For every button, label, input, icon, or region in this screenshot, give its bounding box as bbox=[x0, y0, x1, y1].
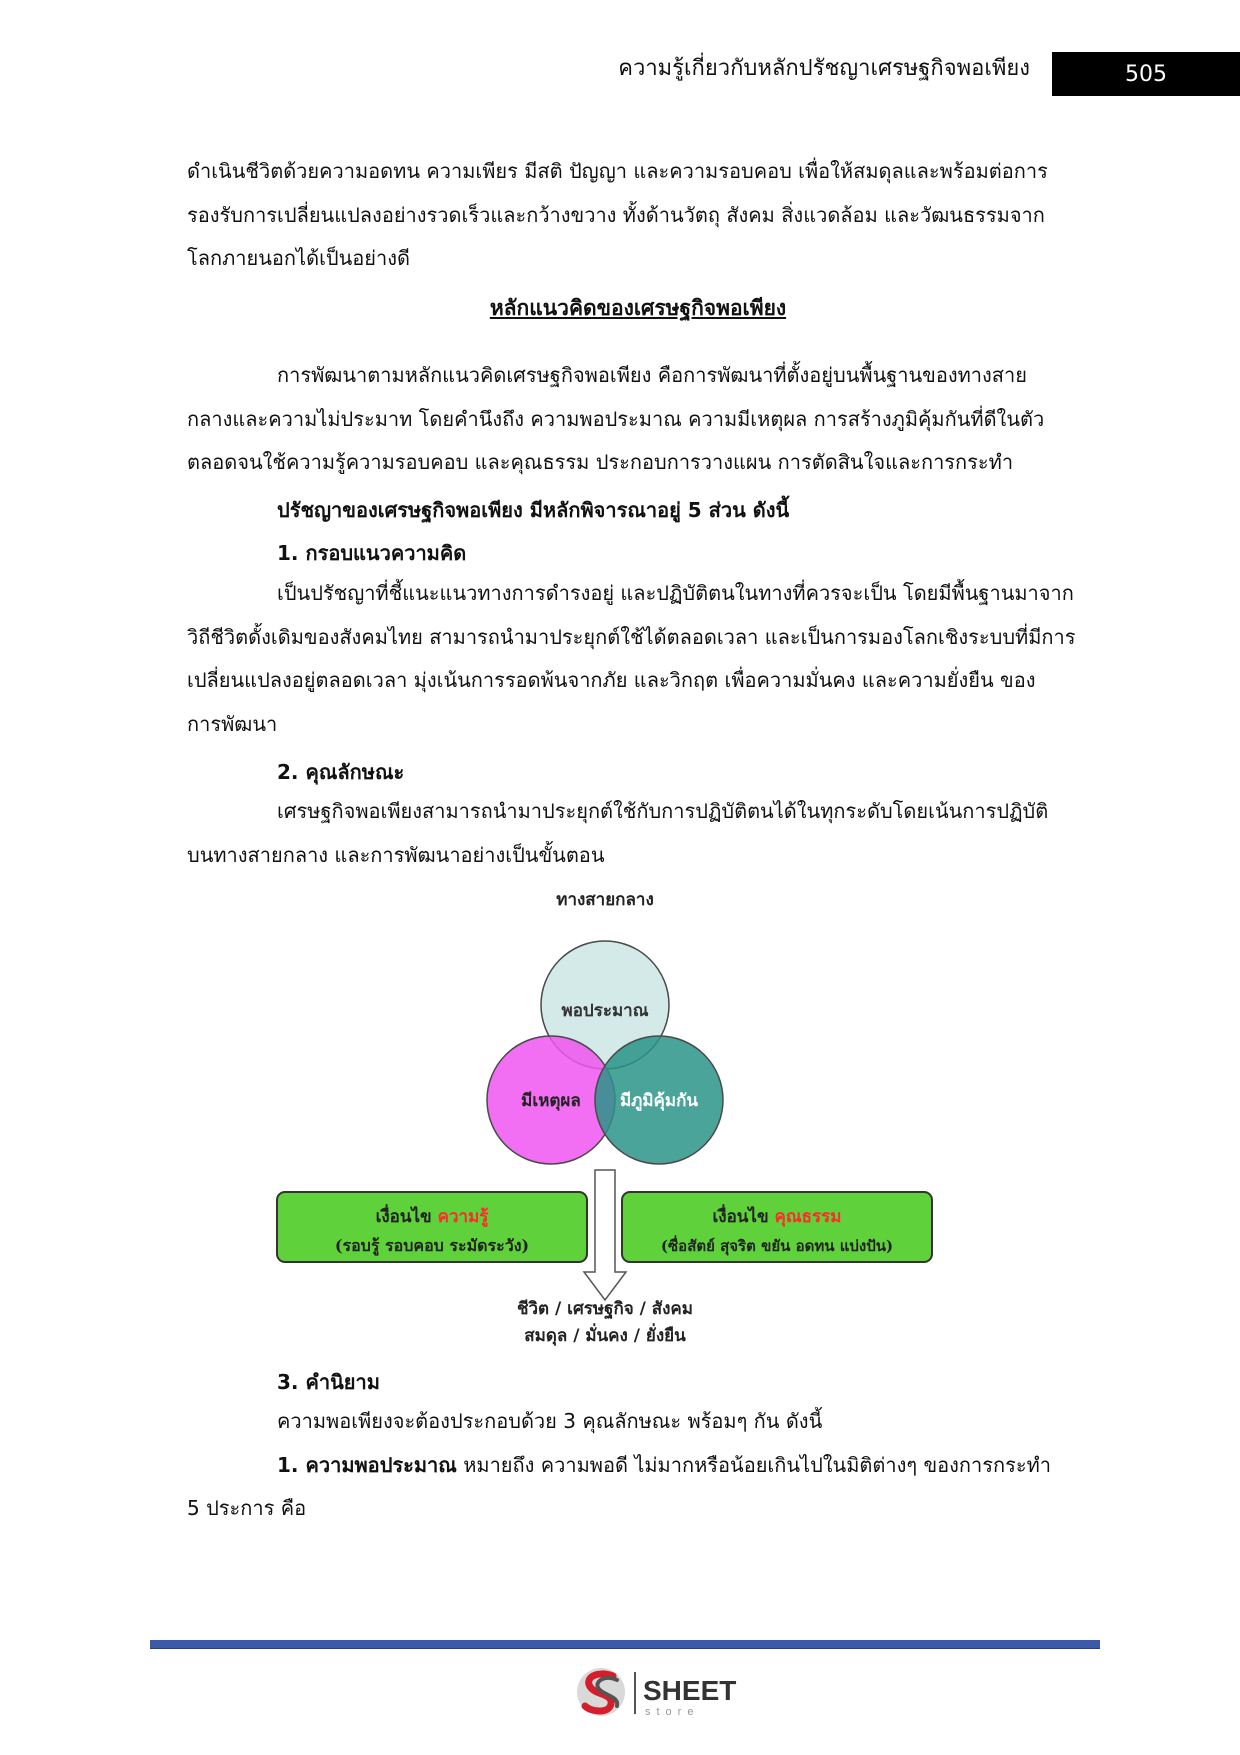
knowledge-condition-title bbox=[376, 1204, 490, 1228]
definition-item-1-term: 1. ความพอประมาณ bbox=[277, 1452, 457, 1477]
definition-item-1-text: หมายถึง ความพอดี ไม่มากหรือน้อยเกินไปในมิติต่างๆ ของการกระทำ bbox=[456, 1452, 1052, 1477]
knowledge-highlight: ความรู้ bbox=[437, 1207, 489, 1227]
reasonableness-label: มีเหตุผล bbox=[521, 1091, 581, 1111]
morality-condition-title bbox=[712, 1204, 841, 1227]
section1-paragraph bbox=[187, 572, 1089, 746]
text-line: เศรษฐกิจพอเพียงสามารถนำมาประยุกต์ใช้กับการปฏิบัติตนได้ในทุกระดับโดยเน้นการปฏิบัติ bbox=[277, 799, 1049, 823]
sheet-store-logo bbox=[573, 1662, 743, 1726]
middle-path-label: ทางสายกลาง bbox=[556, 890, 654, 910]
logo-brand-subtext: store bbox=[645, 1706, 700, 1718]
outcome-line-2: สมดุล / มั่นคง / ยั่งยืน bbox=[524, 1326, 686, 1346]
text-line: บนทางสายกลาง และการพัฒนาอย่างเป็นขั้นตอน bbox=[187, 842, 605, 867]
text-line: เป็นปรัชญาที่ชี้แนะแนวทางการดำรงอยู่ และปฏิบัติตนในทางที่ควรจะเป็น โดยมีพื้นฐานมาจาก bbox=[277, 581, 1074, 605]
logo-brand-text: SHEET bbox=[643, 1675, 737, 1706]
section2-paragraph bbox=[187, 790, 1089, 877]
footer-divider bbox=[150, 1640, 1100, 1649]
section1-title: 1. กรอบแนวความคิด bbox=[277, 541, 467, 565]
moderation-label: พอประมาณ bbox=[561, 1001, 649, 1021]
section3-intro: ความพอเพียงจะต้องประกอบด้วย 3 คุณลักษณะ พร้อมๆ กัน ดังนี้ bbox=[277, 1409, 823, 1433]
text-line: โลกภายนอกได้เป็นอย่างดี bbox=[187, 246, 410, 270]
text-line: การพัฒนา bbox=[187, 711, 278, 736]
down-arrow-icon bbox=[584, 1170, 626, 1300]
text-line: วิถีชีวิตดั้งเดิมของสังคมไทย สามารถนำมาประยุกต์ใช้ได้ตลอดเวลา และเป็นการมองโลกเชิงระบบที่มีการ bbox=[187, 624, 1076, 649]
morality-highlight: คุณธรรม bbox=[774, 1207, 842, 1227]
morality-condition-detail: (ซื่อสัตย์ สุจริต ขยัน อดทน แบ่งปัน) bbox=[660, 1237, 894, 1255]
section2-title: 2. คุณลักษณะ bbox=[277, 760, 405, 784]
logo-svg bbox=[573, 1662, 743, 1722]
text-line: กลางและความไม่ประมาท โดยคำนึงถึง ความพอประมาณ ความมีเหตุผล การสร้างภูมิคุ้มกันที่ดีในตัว bbox=[187, 406, 1045, 431]
condition-prefix: เงื่อนไข bbox=[712, 1207, 775, 1227]
text-line: การพัฒนาตามหลักแนวคิดเศรษฐกิจพอเพียง คือการพัฒนาที่ตั้งอยู่บนพื้นฐานของทางสาย bbox=[277, 363, 1027, 387]
text-line: ตลอดจนใช้ความรู้ความรอบคอบ และคุณธรรม ประกอบการวางแผน การตัดสินใจและการกระทำ bbox=[187, 450, 1014, 474]
outcome-line-1: ชีวิต / เศรษฐกิจ / สังคม bbox=[516, 1299, 694, 1319]
page-number: 505 bbox=[1125, 61, 1167, 87]
sufficiency-economy-diagram bbox=[270, 880, 950, 1354]
knowledge-condition-detail: (รอบรู้ รอบคอบ ระมัดระวัง) bbox=[334, 1236, 530, 1255]
diagram-svg bbox=[270, 880, 950, 1350]
section3-paragraph bbox=[187, 1400, 1089, 1531]
concept-paragraph bbox=[187, 354, 1089, 485]
running-header-title: ความรู้เกี่ยวกับหลักปรัชญาเศรษฐกิจพอเพียง bbox=[618, 56, 1030, 81]
philosophy-heading: ปรัชญาของเศรษฐกิจพอเพียง มีหลักพิจารณาอยู่ 5 ส่วน ดังนี้ bbox=[277, 498, 790, 522]
condition-prefix: เงื่อนไข bbox=[375, 1207, 438, 1227]
text-line: 5 ประการ คือ bbox=[187, 1496, 307, 1520]
section-heading: หลักแนวคิดของเศรษฐกิจพอเพียง bbox=[489, 296, 787, 320]
section3-title: 3. คำนิยาม bbox=[277, 1370, 380, 1394]
text-line: เปลี่ยนแปลงอยู่ตลอดเวลา มุ่งเน้นการรอดพ้นจากภัย และวิกฤต เพื่อความมั่นคง และความยั่งยืน ของ bbox=[187, 668, 1036, 692]
immunity-label: มีภูมิคุ้มกัน bbox=[619, 1091, 699, 1111]
definition-item-1 bbox=[187, 1444, 1089, 1488]
text-line: รองรับการเปลี่ยนแปลงอย่างรวดเร็วและกว้างขวาง ทั้งด้านวัตถุ สังคม สิ่งแวดล้อม และวัฒนธรรมจาก bbox=[187, 202, 1045, 227]
intro-paragraph bbox=[187, 150, 1089, 281]
text-line: ดำเนินชีวิตด้วยความอดทน ความเพียร มีสติ ปัญญา และความรอบคอบ เพื่อให้สมดุลและพร้อมต่อการ bbox=[187, 159, 1048, 183]
page-number-box bbox=[1052, 52, 1240, 96]
